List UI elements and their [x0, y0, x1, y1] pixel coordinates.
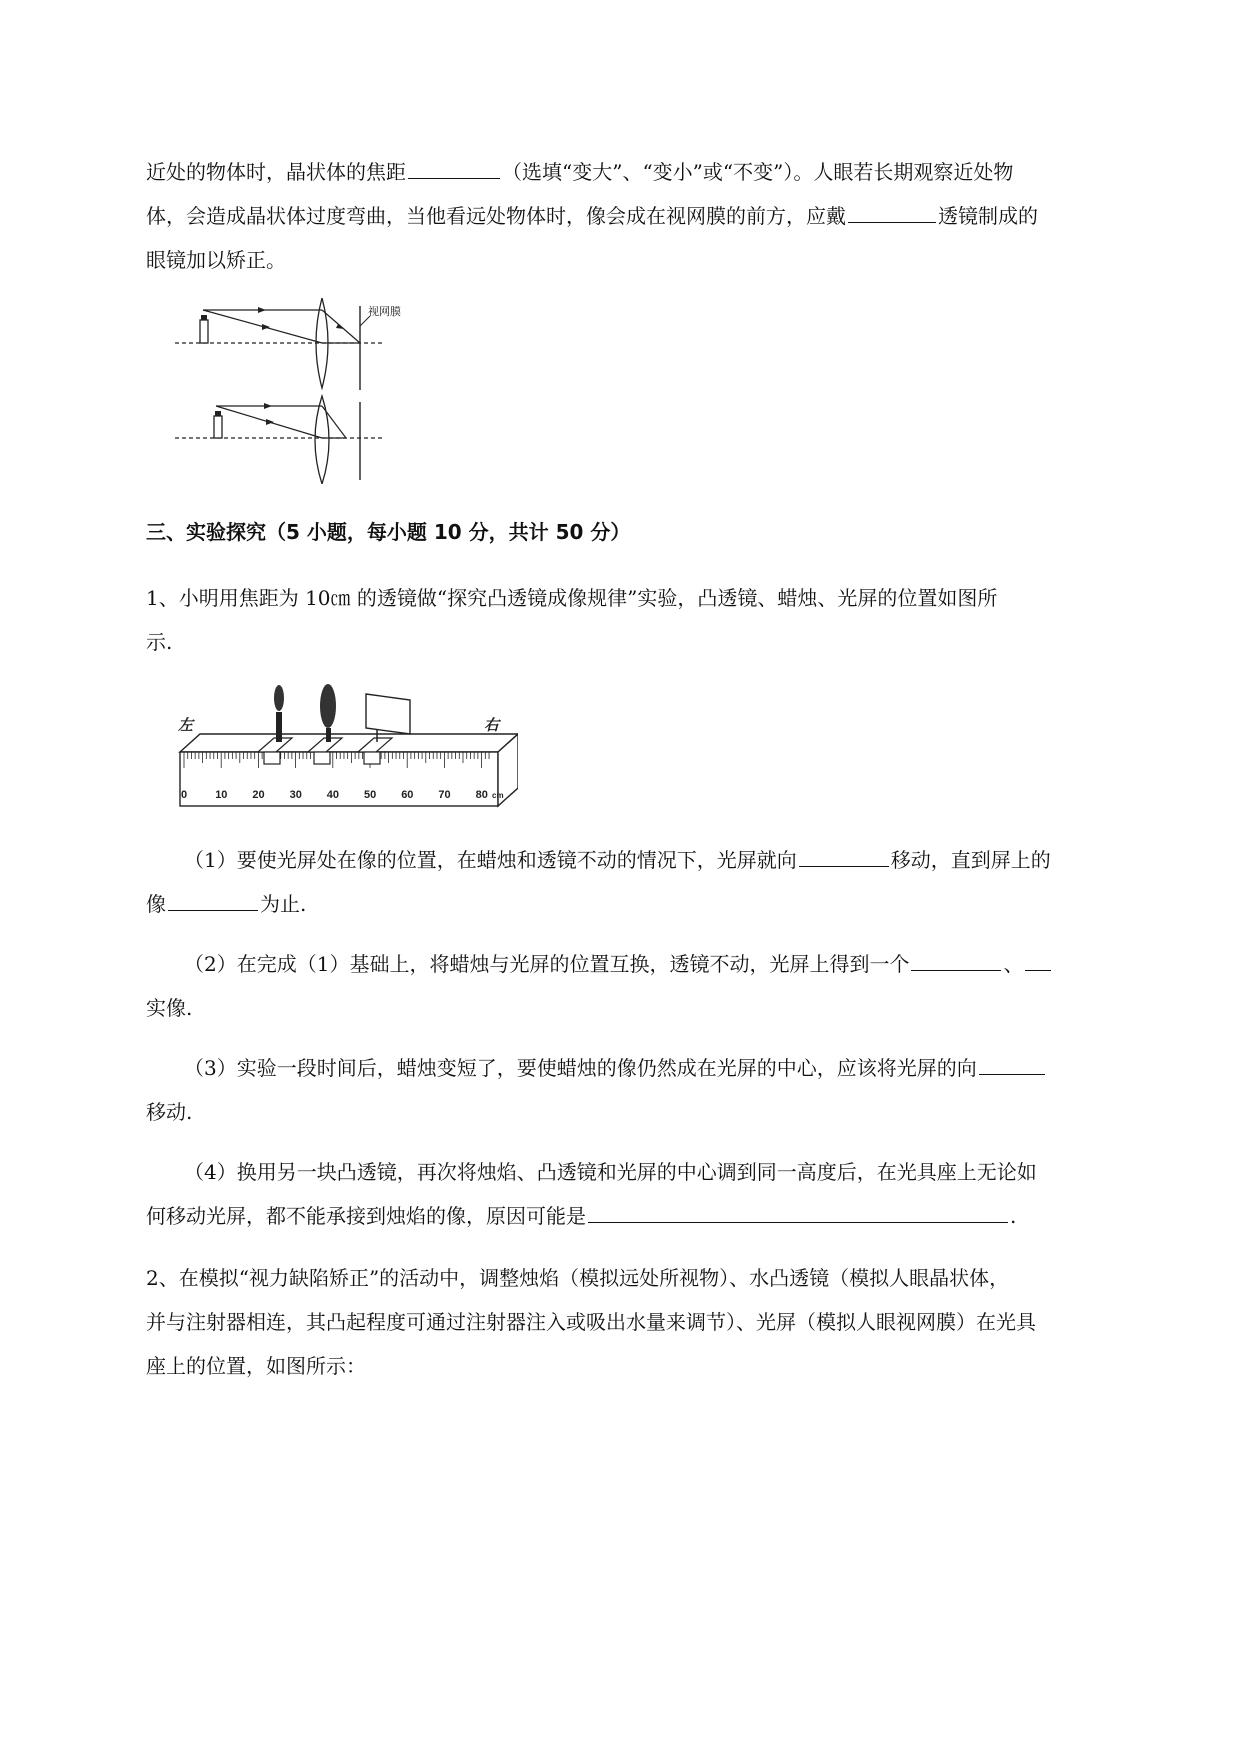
- ray-arrow: [336, 324, 344, 329]
- candle-flame: [201, 315, 207, 320]
- crystalline-lens: [315, 396, 329, 484]
- q1-stem-line: 1、小明用焦距为 10㎝ 的透镜做“探究凸透镜成像规律”实验，凸透镜、蜡烛、光屏的位置如图所: [146, 586, 998, 610]
- answer-blank[interactable]: [911, 948, 1001, 971]
- lens-holder-base: [314, 752, 330, 764]
- lens-stem: [326, 728, 331, 742]
- q2-stem-line: 座上的位置，如图所示：: [146, 1354, 366, 1378]
- ruler-unit: cm: [492, 791, 504, 800]
- ruler-label: 60: [401, 789, 414, 801]
- convex-lens: [320, 684, 336, 728]
- ray-arrow: [262, 324, 270, 330]
- ruler-label: 80: [475, 789, 488, 801]
- q1-part3: [146, 1046, 1146, 1134]
- ruler-label: 50: [364, 789, 377, 801]
- q1-part4: [146, 1150, 1146, 1238]
- candle-object: [214, 416, 222, 438]
- intro-paragraph: [146, 150, 1146, 282]
- ruler-label: 0: [181, 789, 188, 801]
- q1-part3-text: （3）实验一段时间后，蜡烛变短了，要使蜡烛的像仍然成在光屏的中心，应该将光屏的向: [184, 1056, 977, 1080]
- q1-part2-text: （2）在完成（1）基础上，将蜡烛与光屏的位置互换，透镜不动，光屏上得到一个: [184, 952, 910, 976]
- answer-blank[interactable]: [408, 156, 500, 179]
- intro-text: 体，会造成晶状体过度弯曲，当他看远处物体时，像会成在视网膜的前方，应戴: [146, 204, 846, 228]
- q2-stem-line: 并与注射器相连，其凸起程度可通过注射器注入或吸出水量来调节）、光屏（模拟人眼视网膜）在光具: [146, 1310, 1036, 1334]
- q1-part2-text: 、: [1003, 952, 1024, 976]
- left-label: 左: [178, 717, 194, 734]
- q1-part1-text: 移动，直到屏上的: [890, 848, 1051, 872]
- candle-object: [200, 320, 208, 343]
- answer-blank[interactable]: [848, 200, 936, 223]
- ray-arrow: [266, 419, 274, 425]
- q1-part1-text: （1）要使光屏处在像的位置，在蜡烛和透镜不动的情况下，光屏就向: [184, 848, 797, 872]
- ruler-label: 70: [438, 789, 451, 801]
- ruler-label: 10: [215, 789, 228, 801]
- answer-blank[interactable]: [979, 1052, 1045, 1075]
- ray-arrow: [258, 307, 266, 313]
- intro-text: 眼镜加以矫正。: [146, 248, 286, 272]
- q2-stem: [146, 1256, 1146, 1388]
- q1-part2-text: 实像.: [146, 996, 193, 1020]
- light-screen: [366, 694, 410, 734]
- q1-part2: [146, 942, 1146, 1030]
- intro-text: 透镜制成的: [938, 204, 1038, 228]
- eye-lens-ray-diagram: [170, 298, 410, 484]
- candle-holder-base: [264, 752, 280, 764]
- q1-stem-line: 示.: [146, 630, 173, 654]
- answer-blank[interactable]: [168, 888, 258, 911]
- ruler-labels: [181, 789, 488, 801]
- q1-part4-text: 何移动光屏，都不能承接到烛焰的像，原因可能是: [146, 1204, 586, 1228]
- ray-arrow: [264, 403, 272, 409]
- candle: [276, 712, 282, 742]
- q1-part3-text: 移动.: [146, 1100, 193, 1124]
- candle-flame: [215, 411, 221, 416]
- answer-blank[interactable]: [799, 844, 889, 867]
- right-label: 右: [484, 717, 500, 734]
- retina-label: 视网膜: [368, 306, 401, 318]
- light-ray: [322, 406, 346, 438]
- q1-part1: [146, 838, 1146, 926]
- answer-blank[interactable]: [1025, 948, 1051, 971]
- q1-part1-text: 像: [146, 892, 166, 916]
- bench-top: [180, 734, 518, 752]
- answer-blank[interactable]: [588, 1200, 1008, 1223]
- section-heading: 三、实验探究（5 小题，每小题 10 分，共计 50 分）: [146, 520, 631, 544]
- q2-stem-line: 2、在模拟“视力缺陷矫正”的活动中，调整烛焰（模拟远处所视物）、水凸透镜（模拟人眼晶状体，: [146, 1266, 1010, 1290]
- q1-stem: [146, 576, 1146, 664]
- ruler-label: 20: [252, 789, 265, 801]
- candle-flame: [274, 685, 284, 711]
- optical-bench-diagram: [174, 684, 518, 812]
- screen-holder-base: [364, 752, 380, 764]
- intro-text: 近处的物体时，晶状体的焦距: [146, 160, 406, 184]
- q1-part4-text: （4）换用另一块凸透镜，再次将烛焰、凸透镜和光屏的中心调到同一高度后，在光具座上无论如: [184, 1160, 1037, 1184]
- q1-part1-text: 为止.: [260, 892, 307, 916]
- intro-text: （选填“变大”、“变小”或“不变”）。人眼若长期观察近处物: [502, 160, 1014, 184]
- ruler-label: 40: [326, 789, 340, 801]
- ruler-label: 30: [289, 789, 302, 801]
- q1-part4-text: .: [1010, 1204, 1017, 1228]
